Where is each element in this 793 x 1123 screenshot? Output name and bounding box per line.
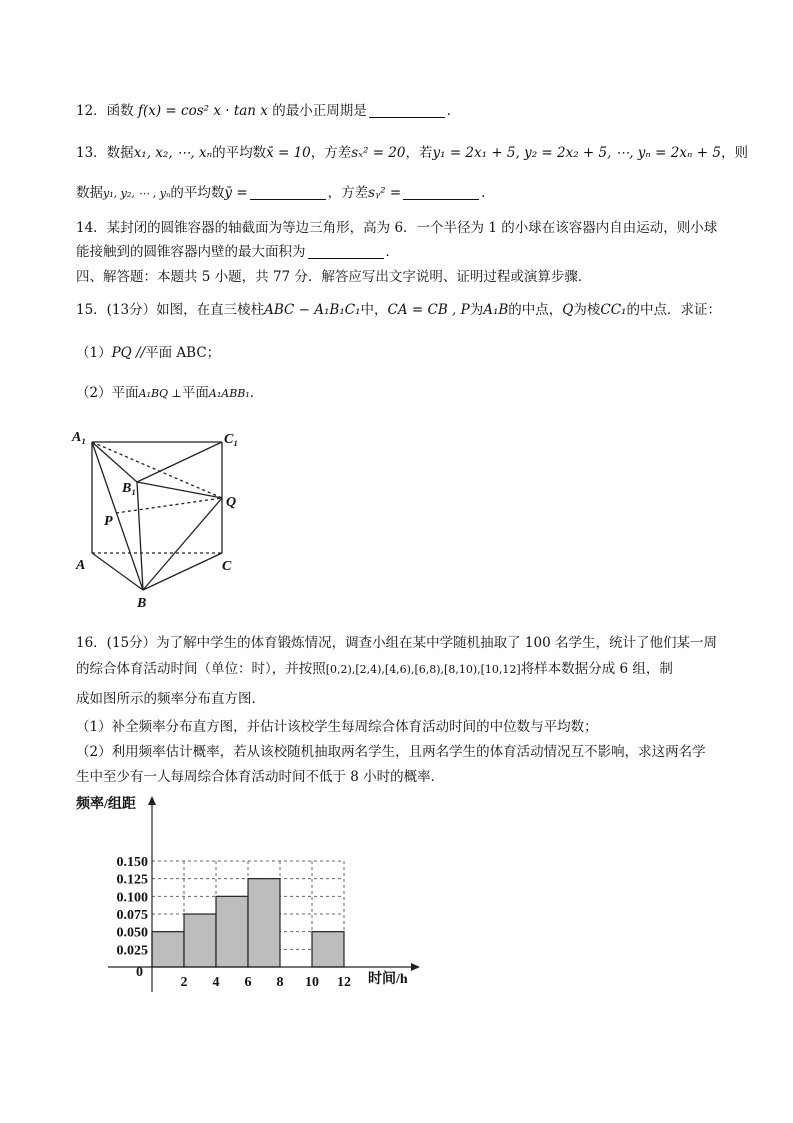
histogram-bar <box>216 896 248 967</box>
q13-prefix: 13．数据 <box>76 145 134 161</box>
x-tick-label: 10 <box>305 975 319 990</box>
q14-text: 能接触到的圆锥容器内壁的最大面积为 <box>76 244 306 260</box>
q16-part1: （1）补全频率分布直方图，并估计该校学生每周综合体育活动时间的中位数与平均数； <box>76 719 598 735</box>
y-axis-label: 频率/组距 <box>76 797 136 812</box>
label-p: P <box>104 514 113 529</box>
q13-line2-mean-label: 的平均数 <box>170 185 225 201</box>
q15-mid4: 为棱 <box>573 302 601 318</box>
q16-part2-line2: 生中至少有一人每周综合体育活动时间不低于 8 小时的概率． <box>76 769 445 785</box>
q14-line1: 14．某封闭的圆锥容器的轴截面为等边三角形，高为 6．一个半径为 1 的小球在该容器内自由运动，则小球 <box>76 220 718 236</box>
label-c1: C₁ <box>224 432 239 447</box>
x-axis-label: 时间/h <box>368 972 408 987</box>
segment-b1q <box>137 482 222 498</box>
q13-line2 <box>76 184 495 203</box>
q12-end: ． <box>446 103 461 119</box>
q15-cond: CA = CB , P <box>387 302 470 318</box>
q13-relation: y₁ = 2x₁ + 5, y₂ = 2x₂ + 5, ⋯, yₙ = 2xₙ + 5 <box>432 145 721 161</box>
q15-part2-math1: A₁BQ ⊥ <box>138 387 182 400</box>
histogram-bar <box>184 914 216 967</box>
q13-line2-prefix: 数据 <box>76 185 103 201</box>
q15-part1-math: PQ // <box>111 345 146 361</box>
q15-prefix: 15．(13分）如图，在直三棱柱 <box>76 302 265 318</box>
q15-part2 <box>76 384 263 403</box>
q13-line2-var-label: ，方差 <box>327 185 369 201</box>
q15-intro <box>76 301 721 319</box>
q13-var-x: sₓ² = 20 <box>351 145 406 161</box>
x-axis-arrow <box>411 963 420 971</box>
q12-formula: f(x) = cos² x · tan x <box>137 103 268 119</box>
x-tick-label: 12 <box>337 975 351 990</box>
y-tick-label: 0.050 <box>116 925 148 941</box>
histogram-bars <box>152 879 344 967</box>
q15-part1 <box>76 344 220 362</box>
q15-part1-text: 平面 ABC； <box>145 345 221 361</box>
q13-line2-end: ． <box>481 185 495 201</box>
q15-end: 的中点．求证： <box>626 302 721 318</box>
x-tick-label: 8 <box>276 975 284 990</box>
y-axis-arrow <box>148 796 156 805</box>
q12-number: 12．函数 <box>76 103 134 119</box>
q16-line2-prefix: 的综合体育活动时间（单位：时），并按照 <box>76 661 326 677</box>
y-tick-label: 0.150 <box>116 855 148 870</box>
origin-label: 0 <box>136 965 143 980</box>
q13-then: ，则 <box>720 145 748 161</box>
q13-var-blank <box>403 185 479 200</box>
q13-mean-blank <box>250 185 326 200</box>
q15-part2-math2: A₁ABB₁ <box>208 387 250 400</box>
q12-answer-blank <box>369 103 445 118</box>
edge-ab <box>92 553 143 590</box>
edge-b1c1 <box>137 442 222 482</box>
q14-answer-blank <box>308 244 384 259</box>
q16-line2-suffix: 将样本数据分成 6 组，制 <box>520 661 673 677</box>
x-tick-label: 6 <box>244 975 252 990</box>
q13-var-y: sᵧ² = <box>368 185 402 201</box>
q16-intervals: [0,2),[2,4),[4,6),[6,8),[8,10),[10,12] <box>325 663 521 676</box>
segment-pq <box>116 498 222 513</box>
label-a: A <box>76 558 86 573</box>
q12-text: 的最小正周期是 <box>272 103 367 119</box>
label-a1: A₁ <box>72 430 87 445</box>
label-b1: B₁ <box>122 481 137 496</box>
segment-bq <box>143 498 222 590</box>
q13-data-x: x₁, x₂, ⋯, xₙ <box>133 145 213 161</box>
segment-a1q <box>92 442 222 498</box>
label-c: C <box>222 559 232 574</box>
histogram-bar <box>248 879 280 967</box>
q16-line1: 16．(15分）为了解中学生的体育锻炼情况，调查小组在某中学随机抽取了 100 名学生，统计了他们某一周 <box>76 635 717 651</box>
x-tick-label: 2 <box>180 975 188 990</box>
q15-part2-end: ． <box>249 385 264 401</box>
q15-prism: ABC − A₁B₁C₁ <box>264 302 361 318</box>
q13-mean-y: ȳ = <box>224 185 248 201</box>
q13-data-y: y₁, y₂, ⋯ , yₙ <box>103 187 171 200</box>
q13-if: ，若 <box>405 145 433 161</box>
q15-mid3: 的中点， <box>508 302 563 318</box>
q15-edge: CC₁ <box>600 302 627 318</box>
prism-figure <box>70 425 260 615</box>
q13-mean-label: 的平均数 <box>212 145 267 161</box>
q12 <box>76 102 460 120</box>
section-title: 四、解答题：本题共 5 小题，共 77 分．解答应写出文字说明、证明过程或演算步骤． <box>76 269 592 285</box>
y-tick-label: 0.025 <box>116 943 148 959</box>
q16-line2 <box>76 660 673 679</box>
q15-mid2: 为 <box>469 302 484 318</box>
q15-q: Q <box>562 302 574 318</box>
y-tick-label: 0.075 <box>116 908 148 923</box>
q15-part2-label: （2）平面 <box>76 385 139 401</box>
y-tick-label: 0.125 <box>116 872 148 888</box>
label-q: Q <box>226 495 237 510</box>
edge-bc <box>143 553 222 590</box>
q16-line3: 成如图所示的频率分布直方图． <box>76 691 265 707</box>
histogram-bar <box>312 932 344 967</box>
q15-mid1: 中， <box>360 302 388 318</box>
q16-part2-line1: （2）利用频率估计概率，若从该校随机抽取两名学生，且两名学生的体育活动情况互不影响，求这两名学 <box>76 744 706 760</box>
label-b: B <box>137 596 147 611</box>
q15-part1-label: （1） <box>76 345 112 361</box>
y-tick-label: 0.100 <box>116 890 148 906</box>
q14-end: ． <box>385 244 399 260</box>
histogram-bar <box>152 932 184 967</box>
q14-line2 <box>76 243 399 261</box>
histogram <box>70 790 430 1000</box>
q13-line1 <box>76 144 748 162</box>
q15-seg: A₁B <box>483 302 509 318</box>
q13-var-label: ，方差 <box>310 145 352 161</box>
x-tick-label: 4 <box>212 975 220 990</box>
q15-part2-text: 平面 <box>181 385 209 401</box>
q13-mean-x: x̄ = 10 <box>266 145 311 161</box>
